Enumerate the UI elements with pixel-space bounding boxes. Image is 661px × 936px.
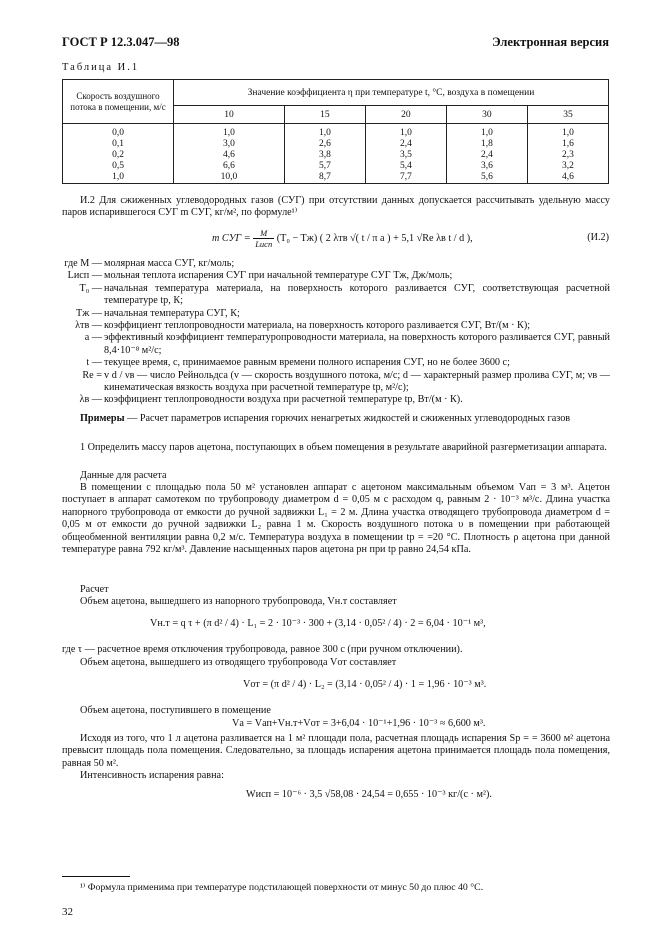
definition-item [62,270,610,282]
definition-text: молярная масса СУГ, кг/моль; [104,258,235,269]
coef-column: 1,0 1,8 2,4 3,6 5,6 [446,124,527,184]
temp-header: 30 [446,106,527,124]
coefficient-table [62,79,609,184]
temp-header: 35 [527,106,608,124]
definition-symbol: t — [86,357,102,369]
definition-symbol: λтв — [75,320,102,332]
definition-item [62,308,610,320]
version-header: Электронная версия [492,35,609,49]
coef-column: 1,0 2,4 3,5 5,4 7,7 [365,124,446,184]
calc-area: Исходя из того, что 1 л ацетона разливается на 1 м² площади пола, расчетная площадь испарения Sр = = 3600 м² ацетона превысит площадь пола помещения. Следовательно, за площадь испарения ацетона принимается площадь пола помещения, равная 50 м². [62,733,610,769]
definition-symbol: λв — [79,394,102,406]
definition-symbol: где M — [64,258,102,269]
data-title: Данные для расчета [80,470,167,481]
standard-header: ГОСТ Р 12.3.047—98 [62,35,180,49]
calc-w-intro: Интенсивность испарения равна: [80,770,224,781]
calc-title: Расчет [80,584,109,595]
footnote-rule [62,876,130,877]
paragraph-i2: И.2 Для сжиженных углеводородных газов (СУГ) при отсутствии данных допускается рассчитывать удельную массу паров испарившегося СУГ m СУГ, кг/м², по формуле¹⁾ [62,195,610,219]
definition-symbol: Lисп — [67,270,102,282]
definition-symbol: T₀ — [79,282,102,294]
definition-symbol: Tж — [76,307,102,319]
definition-item [62,332,610,357]
fraction-denominator: Lисп [255,239,273,250]
col-header-speed: Скорость воздушного потока в помещении, м/с [63,80,174,124]
speed-values: 0,0 0,1 0,2 0,5 1,0 [63,124,174,184]
footnote: ¹⁾ Формула применима при температуре подстилающей поверхности от минус 50 до плюс 40 °С. [80,882,484,893]
page-number: 32 [62,906,73,918]
definition-text: начальная температура материала, на поверхность которого разливается СУГ, соответствующая расчетной температуре tр, К; [104,282,610,307]
definition-item [62,394,610,406]
calc-va-intro: Объем ацетона, поступившего в помещение [80,705,271,716]
col-header-group: Значение коэффициента η при температуре t, °С, воздуха в помещении [174,80,609,106]
definition-text: v d / νв — число Рейнольдса (v — скорость воздушного потока, м/с; d — характерный размер пролива СУГ, м; νв — кинематическая вязкость воздуха при расчетной температуре tр, м²/с); [104,369,610,394]
formula-body: (T₀ − Tж) ( 2 λтв √( t / π a ) + 5,1 √Re λв t / d ), [276,233,473,244]
definition-text: текущее время, с, принимаемое равным времени полного испарения СУГ, но не более 3600 с; [104,357,510,369]
definition-item [62,357,610,369]
definition-symbol: Re = [82,369,102,381]
table-caption: Таблица И.1 [62,62,140,73]
definition-text: мольная теплота испарения СУГ при начальной температуре СУГ Tж, Дж/моль; [104,270,453,282]
definition-item [62,258,610,270]
formula-number: (И.2) [587,232,609,243]
example-1: 1 Определить массу паров ацетона, поступающих в объем помещения в результате аварийной разгерметизации аппарата. [80,442,607,453]
definition-text: эффективный коэффициент температуропроводности материала, на поверхность которого разливается СУГ, равный 8,4·10⁻⁸ м²/с; [104,332,610,356]
definition-item [62,283,610,308]
calc-vnt-intro: Объем ацетона, вышедшего из напорного трубопровода, Vн.т составляет [80,596,397,607]
definition-item [62,370,610,395]
formula-fraction [253,228,274,249]
examples-title: Примеры [80,413,125,424]
calc-va-formula: Vа = Vап+Vн.т+Vот = 3+6,04 · 10⁻¹+1,96 · 10⁻³ ≈ 6,600 м³. [232,718,486,729]
coef-column: 1,0 2,6 3,8 5,7 8,7 [284,124,365,184]
calc-w-formula: Wисп = 10⁻⁶ · 3,5 √58,08 · 24,54 = 0,655 · 10⁻³ кг/(с · м²). [246,789,492,800]
calc-vnt-formula: Vн.т = q τ + (π d² / 4) · L₁ = 2 · 10⁻³ · 300 + (3,14 · 0,05² / 4) · 2 = 6,04 · 10⁻¹ м³, [150,618,486,629]
calc-vot-intro: Объем ацетона, вышедшего из отводящего трубопровода Vот составляет [80,657,397,668]
calc-tau: где τ — расчетное время отключения трубопровода, равное 300 с (при ручном отключении). [62,644,463,655]
coef-column: 1,0 3,0 4,6 6,6 10,0 [174,124,285,184]
definition-symbol: a — [84,332,102,344]
definitions-list [62,258,610,407]
formula-lhs: m СУГ = [212,233,251,244]
definition-item [62,320,610,332]
calc-vot-formula: Vот = (π d² / 4) · L₂ = (3,14 · 0,05² / 4) · 1 = 1,96 · 10⁻³ м³. [243,679,487,690]
definition-text: коэффициент теплопроводности воздуха при расчетной температуре tр, Вт/(м · К). [104,394,463,406]
data-text: В помещении с площадью пола 50 м² установлен аппарат с ацетоном максимальным объемом Vап = 3 м³. Ацетон поступает в аппарат самотеком по трубопроводу диаметром d = 0,05 м с расходом q, равным 2 · 10⁻³ м³/с. Длина участка напорного трубопровода от емкости до ручной задвижки L₁ = 2 м. Длина участка отводящего трубопровода диаметром d = 0,05 м от емкости до ручной задвижки L₂ равна 1 м. Скорость воздушного потока υ в помещении при работающей общеобменной вентиляции равна 0,2 м/с. Температура воздуха в помещении tр = =20 °С. Плотность ρ ацетона при данной температуре равна 792 кг/м³. Давление насыщенных паров ацетона pн при tр равно 24,54 кПа. [62,482,610,556]
coef-column: 1,0 1,6 2,3 3,2 4,6 [527,124,608,184]
temp-header: 15 [284,106,365,124]
fraction-numerator: M [253,228,274,239]
temp-header: 20 [365,106,446,124]
definition-text: начальная температура СУГ, К; [104,307,240,319]
examples-paragraph [62,413,610,425]
definition-text: коэффициент теплопроводности материала, на поверхность которого разливается СУГ, Вт/(м · К); [104,320,531,332]
temp-header: 10 [174,106,285,124]
formula-i2 [212,225,473,253]
examples-text: — Расчет параметров испарения горючих ненагретых жидкостей и сжиженных углеводородных газов [124,413,571,424]
